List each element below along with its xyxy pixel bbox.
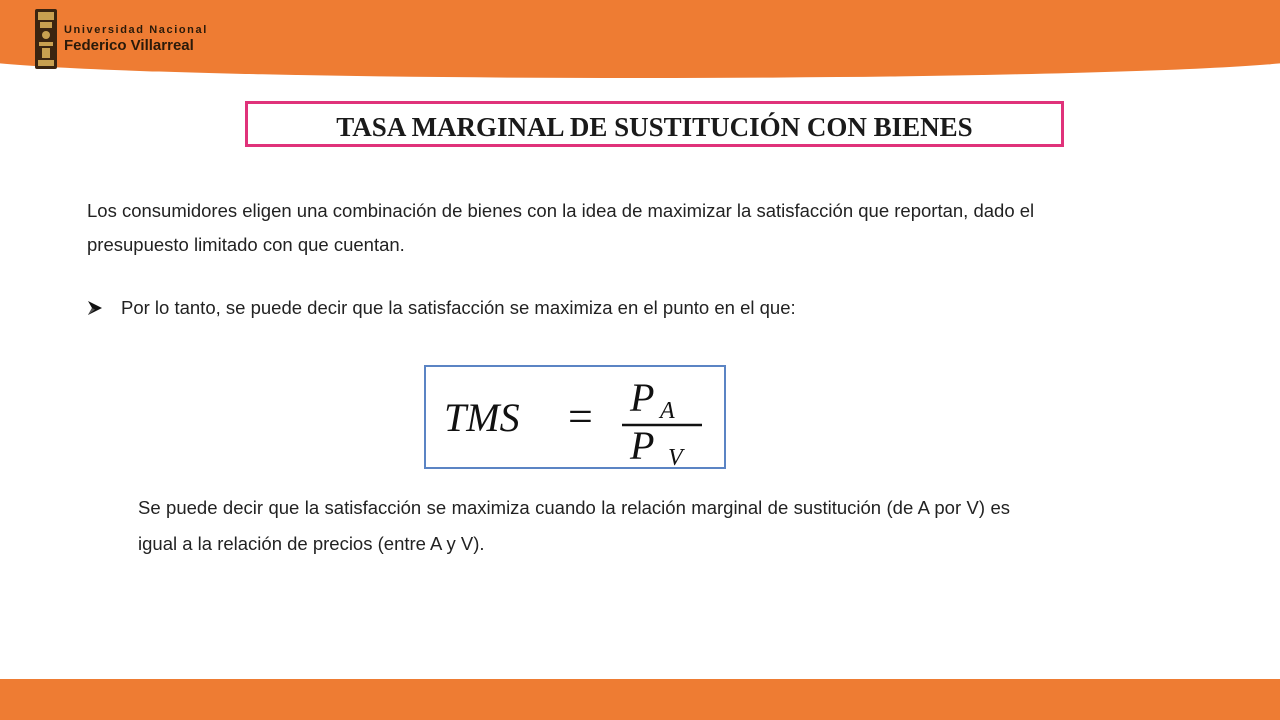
formula-numerator-subscript: A <box>660 398 675 424</box>
conclusion-paragraph: Se puede decir que la satisfacción se maximiza cuando la relación marginal de sustitución (de A por V) es igual a la relación de precios (entre A y V). <box>138 497 1010 554</box>
logo-text <box>64 25 208 53</box>
logo-university-name: Federico Villarreal <box>64 37 194 54</box>
formula <box>426 367 724 467</box>
university-logo <box>34 7 208 71</box>
formula-equals: = <box>568 392 593 441</box>
bullet-text: Por lo tanto, se puede decir que la satisfacción se maximiza en el punto en el que: <box>121 297 796 318</box>
formula-box <box>424 365 726 469</box>
logo-university-label: Universidad Nacional <box>64 24 208 36</box>
page-title: TASA MARGINAL DE SUSTITUCIÓN CON BIENES <box>336 111 973 142</box>
formula-denominator-subscript: V <box>668 445 683 467</box>
formula-numerator: P <box>630 375 655 420</box>
title-box <box>245 101 1064 147</box>
formula-lhs: TMS <box>444 395 520 440</box>
bullet-item <box>87 291 1087 325</box>
university-emblem-icon <box>34 8 58 70</box>
intro-paragraph: Los consumidores eligen una combinación de bienes con la idea de maximizar la satisfacción que reportan, dado el presupuesto limitado con que cuentan. <box>87 200 1035 255</box>
footer-band <box>0 679 1280 720</box>
arrow-bullet-icon <box>87 300 103 316</box>
formula-denominator: P <box>630 423 655 467</box>
